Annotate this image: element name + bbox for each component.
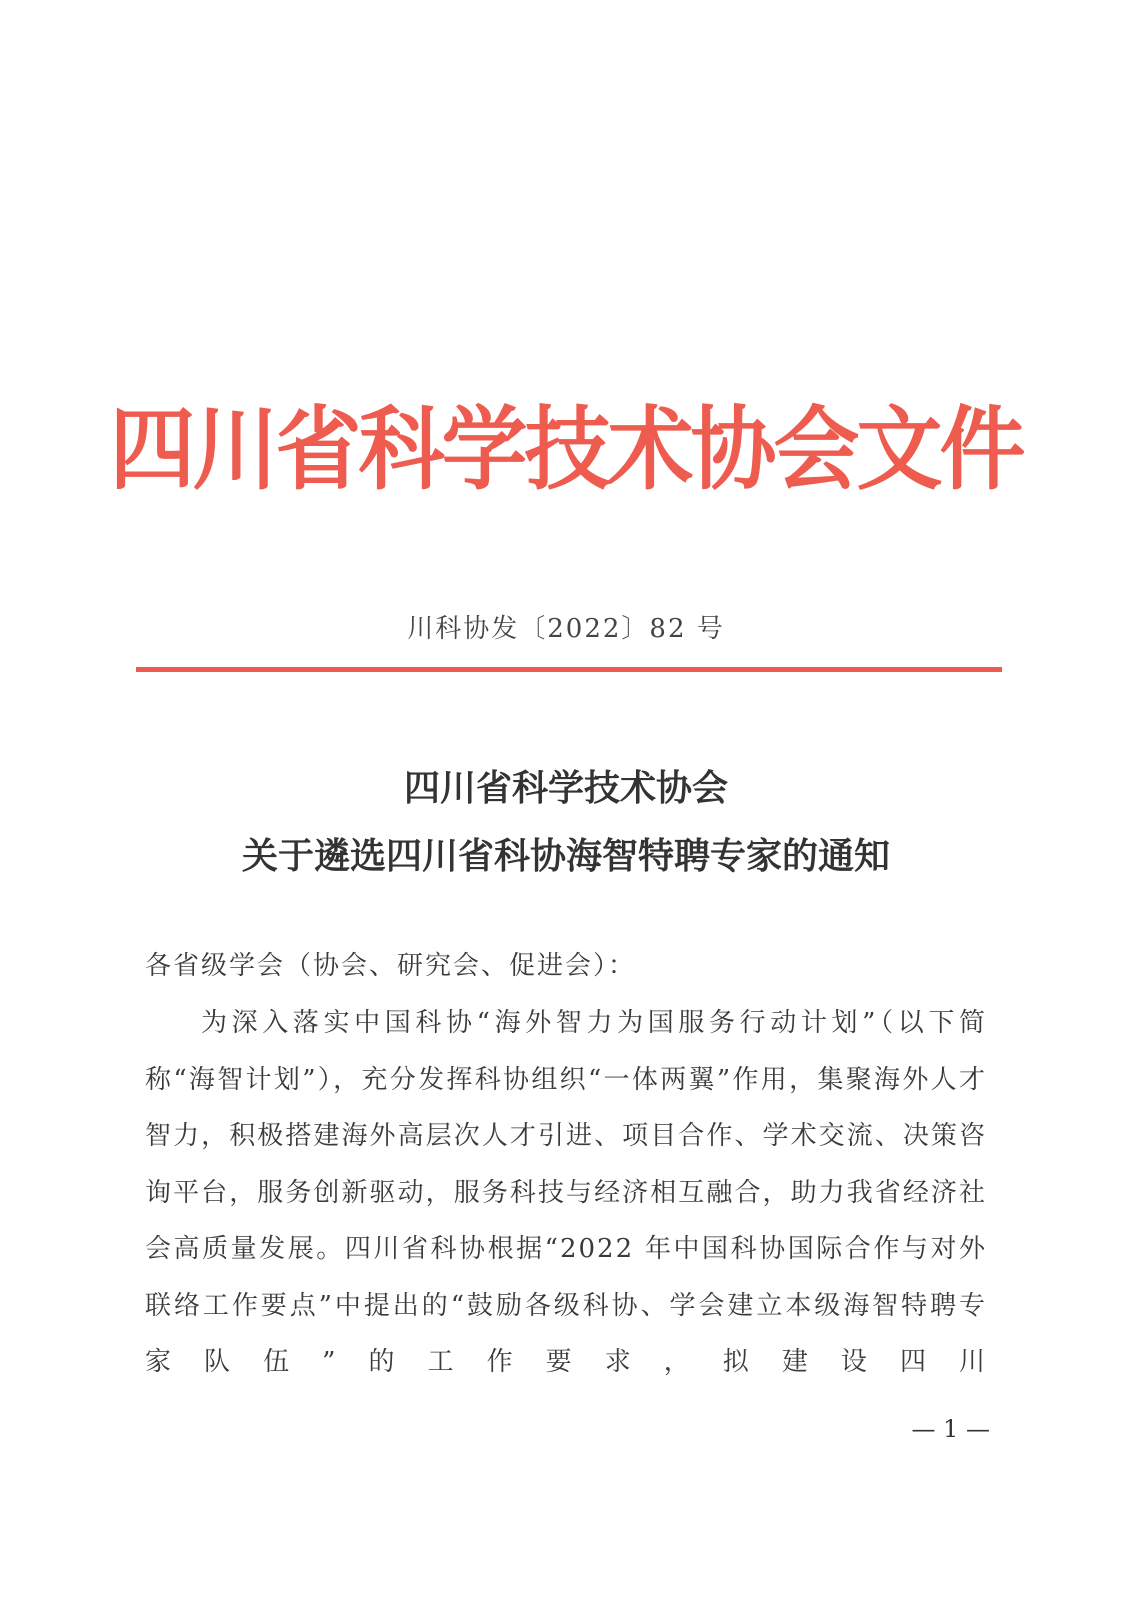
salutation: 各省级学会（协会、研究会、促进会）：	[145, 951, 637, 981]
notice-title-line-2: 关于遴选四川省科协海智特聘专家的通知	[241, 836, 890, 877]
body-paragraph: 为深入落实中国科协“海外智力为国服务行动计划”（以下简称“海智计划”），充分发挥科协组织“一体两翼”作用，集聚海外人才智力，积极搭建海外高层次人才引进、项目合作、学术交流、决策咨询平台，服务创新驱动，服务科技与经济相互融合，助力我省经济社会高质量发展。四川省科协根据“2022 年中国科协国际合作与对外联络工作要点”中提出的“鼓励各级科协、学会建立本级海智特聘专家队伍”的工作要求，拟建设四川	[145, 1008, 987, 1377]
page-number: — 1 —	[911, 1415, 990, 1443]
notice-title-line-1: 四川省科学技术协会	[403, 768, 728, 809]
letterhead-title: 四川省科学技术协会文件	[109, 397, 1023, 503]
red-divider-line	[136, 667, 1002, 672]
document-number: 川科协发〔2022〕82 号	[407, 614, 725, 644]
